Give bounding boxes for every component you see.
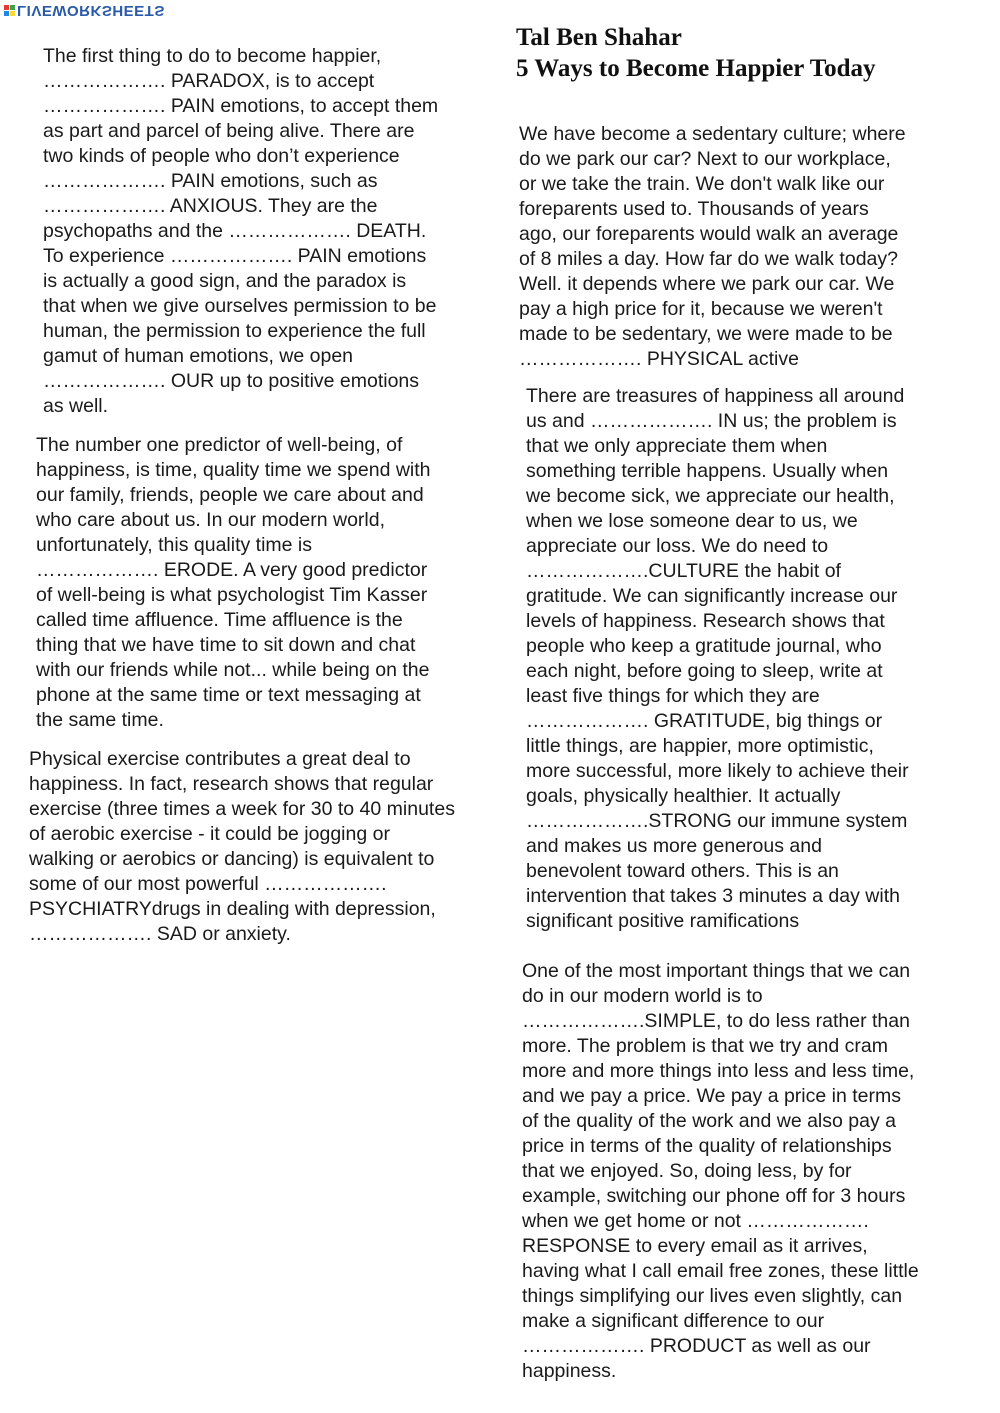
logo-square-blue — [4, 11, 9, 16]
page-title — [516, 22, 876, 84]
paragraph-sedentary-culture: We have become a sedentary culture; where do we park our car? Next to our workplace, or we take the train. We don't walk like our foreparents used to. Thousands of years ago, our foreparents would walk an average of 8 miles a day. How far do we walk today? Well. it depends where we park our car. We pay a high price for it, because we weren't made to be sedentary, we were made to be ………………. PHYSICAL active — [519, 123, 906, 370]
liveworksheets-logo — [4, 2, 165, 18]
logo-square-red — [4, 5, 9, 10]
paragraph-physical-exercise: Physical exercise contributes a great deal to happiness. In fact, research shows that regular exercise (three times a week for 30 to 40 minutes of aerobic exercise - it could be jogging or walking or aerobics or dancing) is equivalent to some of our most powerful ………………. PSYCHIATRYdrugs in dealing with depression, ………………. SAD or anxiety. — [29, 748, 455, 945]
logo-text: LIVEWORKSHEETS — [17, 2, 165, 19]
logo-square-yellow — [10, 11, 15, 16]
logo-mark-icon — [4, 5, 15, 16]
paragraph-quality-time: The number one predictor of well-being, of happiness, is time, quality time we spend with our family, friends, people we care about and who care about us. In our modern world, unfortunately, this quality time is ………………. ERODE. A very good predictor of well-being is what psychologist Tim Kasser called time affluence. Time affluence is the thing that we have time to sit down and chat with our friends while not... while being on the phone at the same time or text messaging at the same time. — [36, 434, 431, 731]
title-author: Tal Ben Shahar — [516, 24, 682, 51]
logo-square-green — [10, 5, 15, 10]
paragraph-simplify: One of the most important things that we can do in our modern world is to ……………….SIMPLE, to do less rather than more. The problem is that we try and cram more and more things into less and less time, and we pay a price. We pay a price in terms of the quality of the work and we also pay a price in terms of the quality of relationships that we enjoyed. So, doing less, by for example, switching our phone off for 3 hours when we get home or not ………………. RESPONSE to every email as it arrives, having what I call email free zones, these little things simplifying our lives even slightly, can make a significant difference to our ………………. PRODUCT as well as our happiness. — [522, 960, 919, 1382]
title-subtitle: 5 Ways to Become Happier Today — [516, 55, 876, 82]
paragraph-paradox: The first thing to do to become happier, ………………. PARADOX, is to accept ………………. PAIN emotions, to accept them as part and parcel of being alive. There are two kinds of people who don’t experience ………………. PAIN emotions, such as ………………. ANXIOUS. They are the psychopaths and the ………………. DEATH. To experience ………………. PAIN emotions is actually a good sign, and the paradox is that when we give ourselves permission to be human, the permission to experience the full gamut of human emotions, we open ………………. OUR up to positive emotions as well. — [43, 45, 439, 417]
paragraph-gratitude: There are treasures of happiness all around us and ………………. IN us; the problem is that we only appreciate them when something terrible happens. Usually when we become sick, we appreciate our health, when we lose someone dear to us, we appreciate our loss. We do need to ……………….CULTURE the habit of gratitude. We can significantly increase our levels of happiness. Research shows that people who keep a gratitude journal, who each night, before going to sleep, write at least five things for which they are ………………. GRATITUDE, big things or little things, are happier, more optimistic, more successful, more likely to achieve their goals, physically healthier. It actually ……………….STRONG our immune system and makes us more generous and benevolent toward others. This is an intervention that takes 3 minutes a day with significant positive ramifications — [526, 385, 909, 932]
